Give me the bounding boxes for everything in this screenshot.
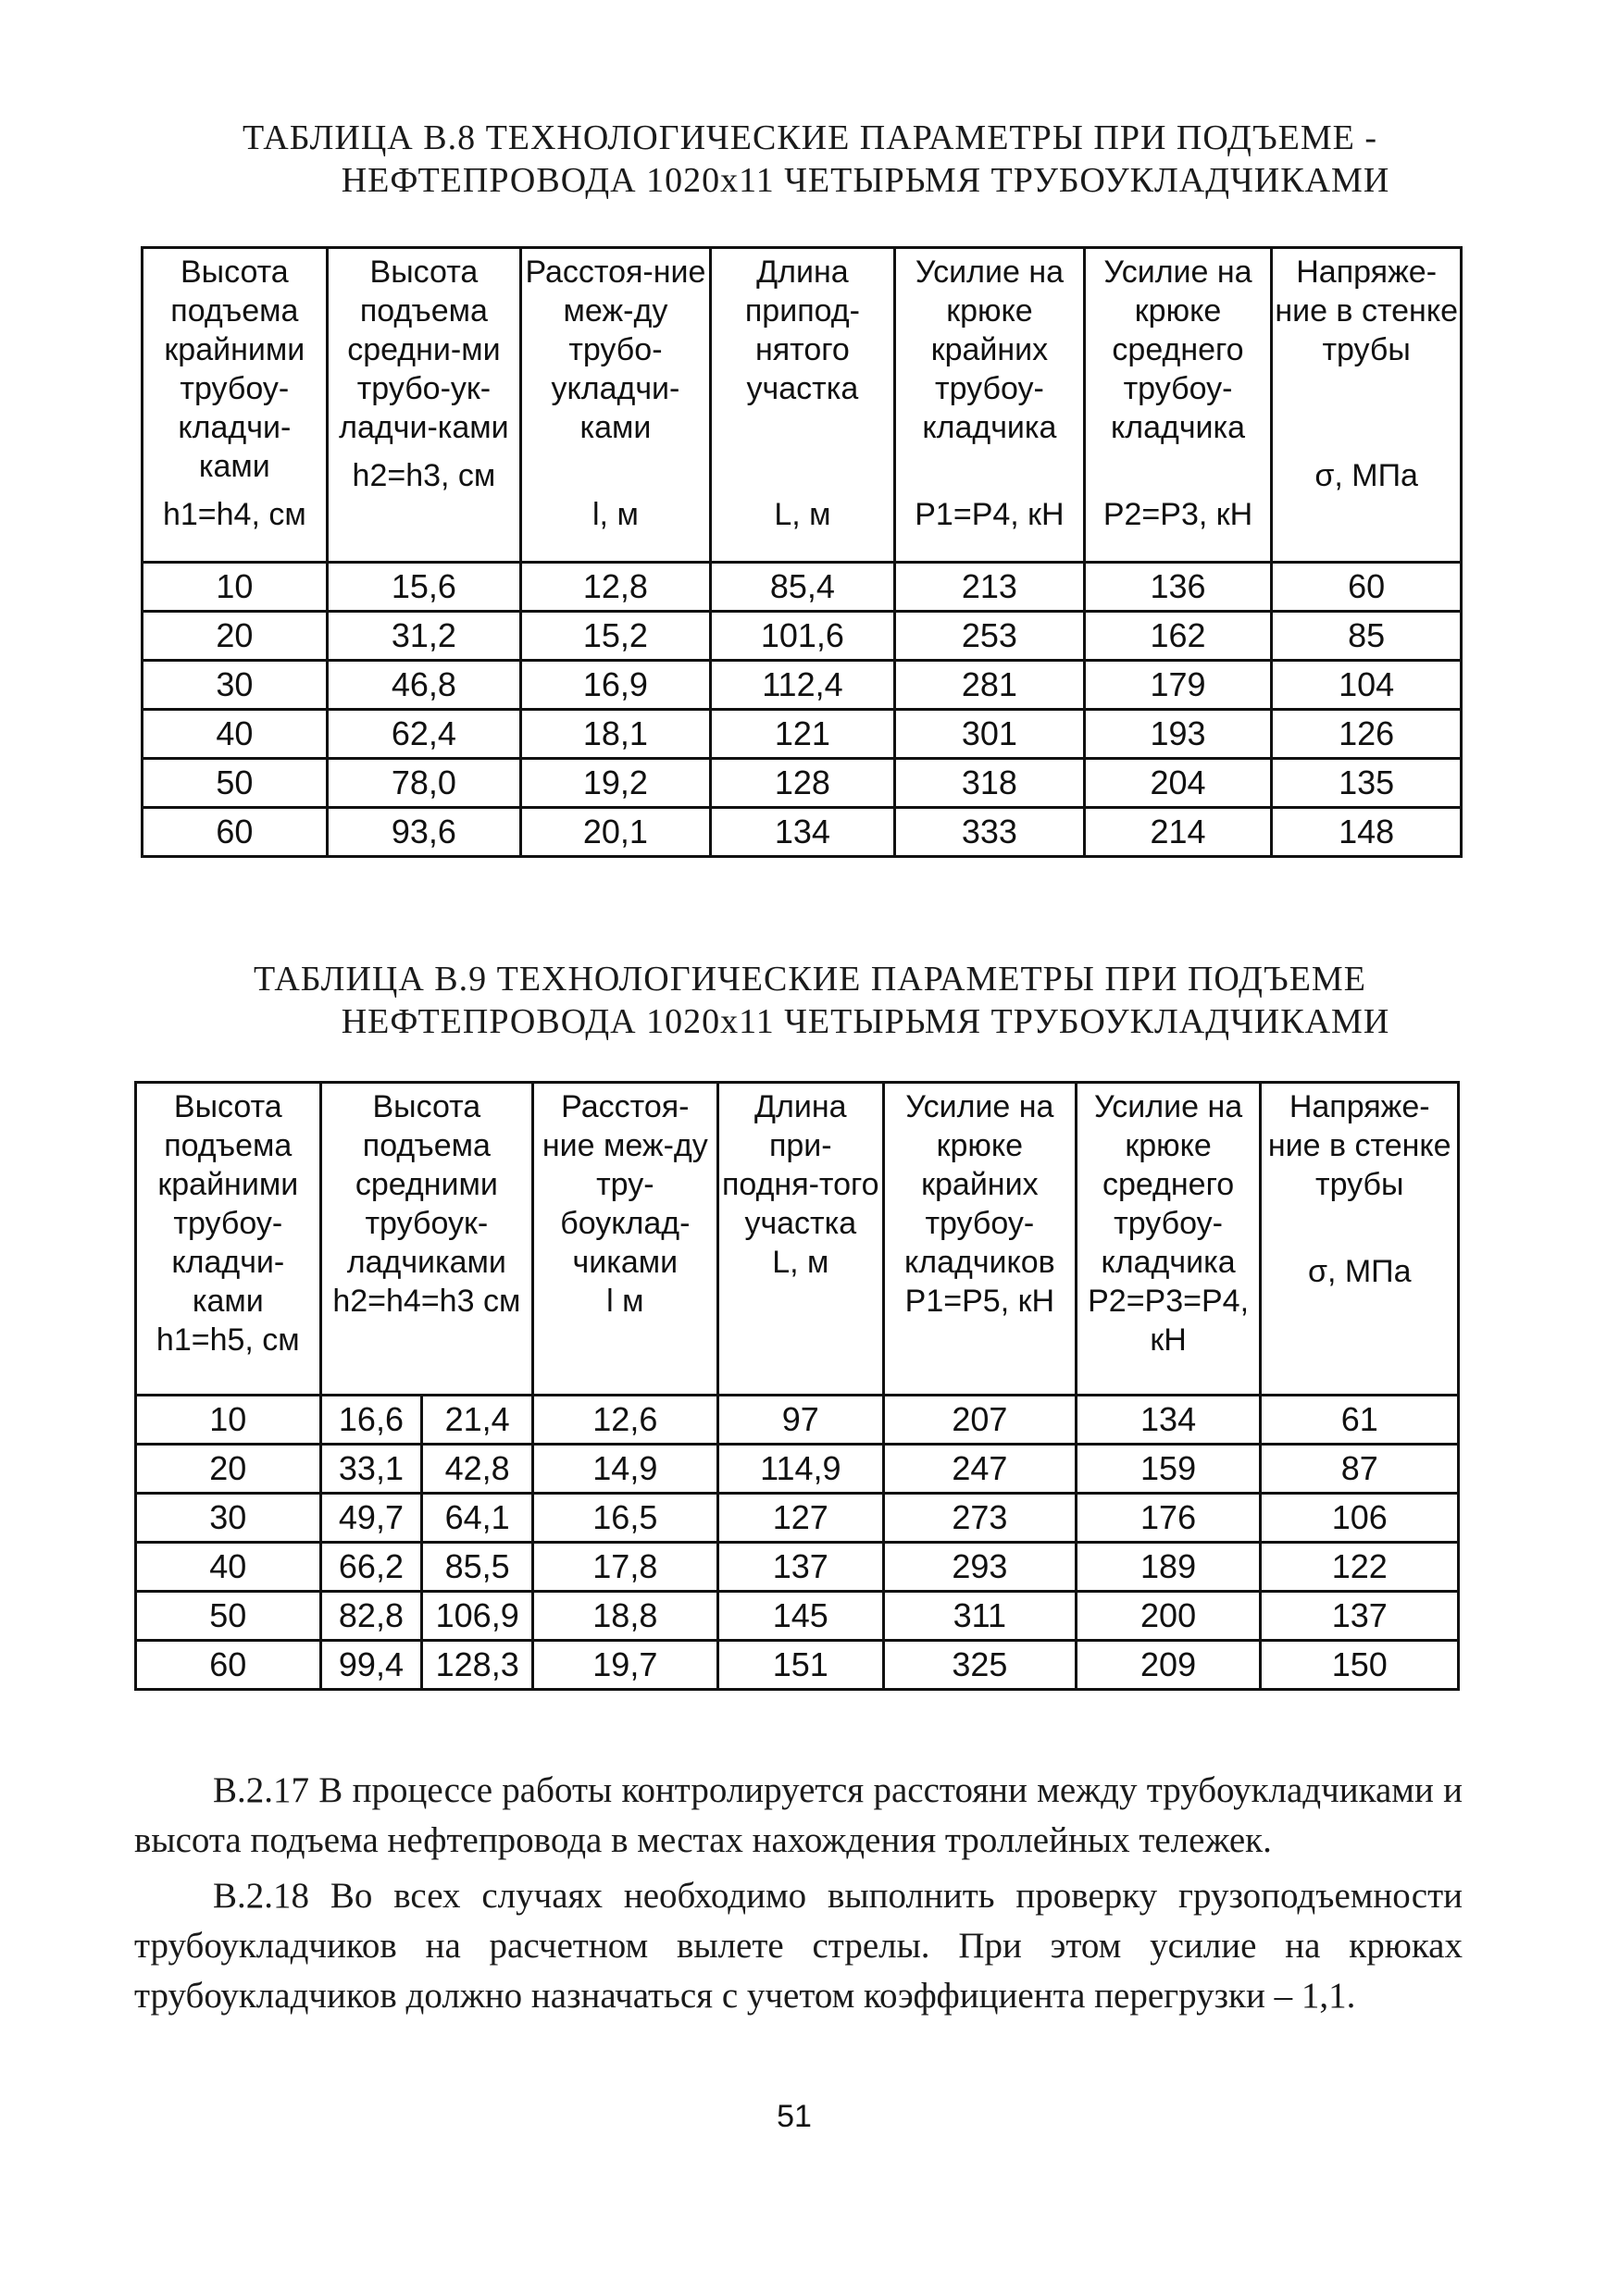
table-b8-cell: 15,6 (327, 563, 520, 612)
table-b8-header-cell: Расстоя-ние меж-ду трубо-укладчи-ками l, м (521, 248, 711, 563)
table-b8-cell: 31,2 (327, 612, 520, 661)
table-b8-cell: 104 (1272, 661, 1462, 710)
table-b8-cell: 20,1 (521, 808, 711, 857)
table-b9-cell: 128,3 (422, 1641, 533, 1690)
table-b9-header-cell: Напряже-ние в стенке трубы σ, МПа (1261, 1083, 1459, 1396)
table-b8-caption (139, 117, 1481, 202)
table-b9-caption (139, 958, 1481, 1043)
table-b9-cell: 64,1 (422, 1494, 533, 1543)
table-b9-cell: 17,8 (533, 1543, 717, 1592)
table-b9 (134, 1081, 1460, 1691)
page-number: 51 (777, 2099, 812, 2134)
table-b9-cell: 85,5 (422, 1543, 533, 1592)
table-b9-cell: 150 (1261, 1641, 1459, 1690)
table-b9-cell: 106,9 (422, 1592, 533, 1641)
table-b9-cell: 50 (136, 1592, 321, 1641)
table-b9-row (136, 1543, 1459, 1592)
table-b9-cell: 159 (1076, 1445, 1261, 1494)
table-b9-row (136, 1494, 1459, 1543)
table-b8-caption-line1: ТАБЛИЦА В.8 ТЕХНОЛОГИЧЕСКИЕ ПАРАМЕТРЫ ПРИ ПОДЪЕМЕ - (242, 118, 1378, 157)
table-b9-header-cell: Усилие на крюке среднего трубоу-кладчика P2=P3=P4, кН (1076, 1083, 1261, 1396)
table-b8-cell: 333 (895, 808, 1085, 857)
table-b8-header-cell: Усилие на крюке среднего трубоу-кладчика P2=P3, кН (1084, 248, 1272, 563)
table-b9-cell: 151 (717, 1641, 883, 1690)
table-b9-cell: 30 (136, 1494, 321, 1543)
table-b8-cell: 179 (1084, 661, 1272, 710)
table-b8-cell: 213 (895, 563, 1085, 612)
table-b9-cell: 12,6 (533, 1396, 717, 1445)
table-b9-cell: 106 (1261, 1494, 1459, 1543)
table-b8-cell: 78,0 (327, 759, 520, 808)
table-b9-cell: 20 (136, 1445, 321, 1494)
table-b9-cell: 293 (884, 1543, 1077, 1592)
table-b9-cell: 87 (1261, 1445, 1459, 1494)
table-b9-cell: 176 (1076, 1494, 1261, 1543)
table-b8-cell: 121 (710, 710, 894, 759)
table-b8-cell: 60 (143, 808, 328, 857)
table-b9-cell: 61 (1261, 1396, 1459, 1445)
table-b9-header-row (136, 1083, 1459, 1396)
table-b8-cell: 128 (710, 759, 894, 808)
table-b9-cell: 18,8 (533, 1592, 717, 1641)
body-text (134, 1766, 1463, 2021)
table-b8 (141, 246, 1463, 858)
table-b9-cell: 40 (136, 1543, 321, 1592)
table-b8-cell: 136 (1084, 563, 1272, 612)
table-b9-cell: 145 (717, 1592, 883, 1641)
table-b9-cell: 16,6 (320, 1396, 422, 1445)
table-b8-row (143, 808, 1462, 857)
table-b8-row (143, 612, 1462, 661)
table-b8-header-cell: Высота подъема средни-ми трубо-ук-ладчи-ками h2=h3, см (327, 248, 520, 563)
table-b9-caption-line2: НЕФТЕПРОВОДА 1020х11 ЧЕТЫРЬМЯ ТРУБОУКЛАДЧИКАМИ (341, 1002, 1390, 1041)
table-b8-cell: 12,8 (521, 563, 711, 612)
table-b8-cell: 85 (1272, 612, 1462, 661)
table-b9-cell: 60 (136, 1641, 321, 1690)
table-b9-row (136, 1445, 1459, 1494)
table-b8-cell: 60 (1272, 563, 1462, 612)
table-b9-header-cell: Длина при-подня-того участка L, м (717, 1083, 883, 1396)
table-b9-cell: 137 (717, 1543, 883, 1592)
table-b8-cell: 19,2 (521, 759, 711, 808)
table-b9-cell: 209 (1076, 1641, 1261, 1690)
table-b9-cell: 49,7 (320, 1494, 422, 1543)
table-b9-cell: 311 (884, 1592, 1077, 1641)
table-b8-cell: 204 (1084, 759, 1272, 808)
table-b8-row (143, 661, 1462, 710)
table-b8-cell: 10 (143, 563, 328, 612)
table-b9-cell: 114,9 (717, 1445, 883, 1494)
table-b8-cell: 253 (895, 612, 1085, 661)
table-b9-header-cell: Высота подъема средними трубоук-ладчиками h2=h4=h3 см (320, 1083, 532, 1396)
table-b8-caption-line2: НЕФТЕПРОВОДА 1020х11 ЧЕТЫРЬМЯ ТРУБОУКЛАДЧИКАМИ (341, 161, 1390, 200)
table-b9-cell: 273 (884, 1494, 1077, 1543)
table-b8-cell: 318 (895, 759, 1085, 808)
table-b9-cell: 122 (1261, 1543, 1459, 1592)
table-b9-row (136, 1592, 1459, 1641)
table-b8-cell: 20 (143, 612, 328, 661)
table-b8-cell: 148 (1272, 808, 1462, 857)
table-b8-row (143, 563, 1462, 612)
table-b9-cell: 21,4 (422, 1396, 533, 1445)
table-b9-cell: 33,1 (320, 1445, 422, 1494)
table-b9-cell: 134 (1076, 1396, 1261, 1445)
table-b8-cell: 101,6 (710, 612, 894, 661)
table-b8-cell: 214 (1084, 808, 1272, 857)
table-b9-caption-line1: ТАБЛИЦА В.9 ТЕХНОЛОГИЧЕСКИЕ ПАРАМЕТРЫ ПРИ ПОДЪЕМЕ (254, 960, 1366, 999)
table-b9-cell: 137 (1261, 1592, 1459, 1641)
table-b8-header-cell: Усилие на крюке крайних трубоу-кладчика P1=P4, кН (895, 248, 1085, 563)
table-b8-cell: 126 (1272, 710, 1462, 759)
table-b9-row (136, 1641, 1459, 1690)
table-b9-header-cell: Расстоя-ние меж-ду тру-боуклад-чиками l м (533, 1083, 717, 1396)
table-b9-cell: 66,2 (320, 1543, 422, 1592)
table-b9-row (136, 1396, 1459, 1445)
paragraph: В.2.18 Во всех случаях необходимо выполнить проверку грузоподъемности трубоукладчиков на расчетном вылете стрелы. При этом усилие на крюках трубоукладчиков должно назначаться с учетом коэффициента перегрузки – 1,1. (134, 1876, 1463, 2016)
table-b9-header-cell: Высота подъема крайними трубоу-кладчи-ками h1=h5, см (136, 1083, 321, 1396)
table-b8-cell: 193 (1084, 710, 1272, 759)
table-b9-cell: 19,7 (533, 1641, 717, 1690)
table-b8-cell: 281 (895, 661, 1085, 710)
paragraph: В.2.17 В процессе работы контролируется расстояни между трубоукладчиками и высота подъема нефтепровода в местах нахождения троллейных тележек. (134, 1770, 1463, 1860)
table-b9-cell: 127 (717, 1494, 883, 1543)
table-b9-cell: 189 (1076, 1543, 1261, 1592)
table-b9-cell: 10 (136, 1396, 321, 1445)
table-b9-cell: 99,4 (320, 1641, 422, 1690)
table-b8-cell: 40 (143, 710, 328, 759)
table-b8-header-row (143, 248, 1462, 563)
table-b8-cell: 301 (895, 710, 1085, 759)
table-b8-cell: 15,2 (521, 612, 711, 661)
table-b8-cell: 30 (143, 661, 328, 710)
table-b9-cell: 97 (717, 1396, 883, 1445)
table-b8-cell: 134 (710, 808, 894, 857)
table-b9-cell: 14,9 (533, 1445, 717, 1494)
table-b8-header-cell: Длина припод-нятого участка L, м (710, 248, 894, 563)
table-b8-cell: 93,6 (327, 808, 520, 857)
table-b8-cell: 46,8 (327, 661, 520, 710)
table-b8-cell: 135 (1272, 759, 1462, 808)
table-b9-cell: 200 (1076, 1592, 1261, 1641)
table-b8-cell: 112,4 (710, 661, 894, 710)
table-b9-cell: 82,8 (320, 1592, 422, 1641)
table-b8-header-cell: Высота подъема крайними трубоу-кладчи-ками h1=h4, см (143, 248, 328, 563)
table-b9-cell: 247 (884, 1445, 1077, 1494)
table-b9-cell: 42,8 (422, 1445, 533, 1494)
table-b9-cell: 325 (884, 1641, 1077, 1690)
table-b8-cell: 50 (143, 759, 328, 808)
table-b8-cell: 18,1 (521, 710, 711, 759)
table-b9-cell: 16,5 (533, 1494, 717, 1543)
table-b8-cell: 62,4 (327, 710, 520, 759)
table-b8-row (143, 710, 1462, 759)
table-b8-cell: 162 (1084, 612, 1272, 661)
table-b9-cell: 207 (884, 1396, 1077, 1445)
table-b8-header-cell: Напряже-ние в стенке трубы σ, МПа (1272, 248, 1462, 563)
table-b8-cell: 16,9 (521, 661, 711, 710)
table-b8-row (143, 759, 1462, 808)
table-b8-cell: 85,4 (710, 563, 894, 612)
table-b9-header-cell: Усилие на крюке крайних трубоу-кладчиков P1=P5, кН (884, 1083, 1077, 1396)
